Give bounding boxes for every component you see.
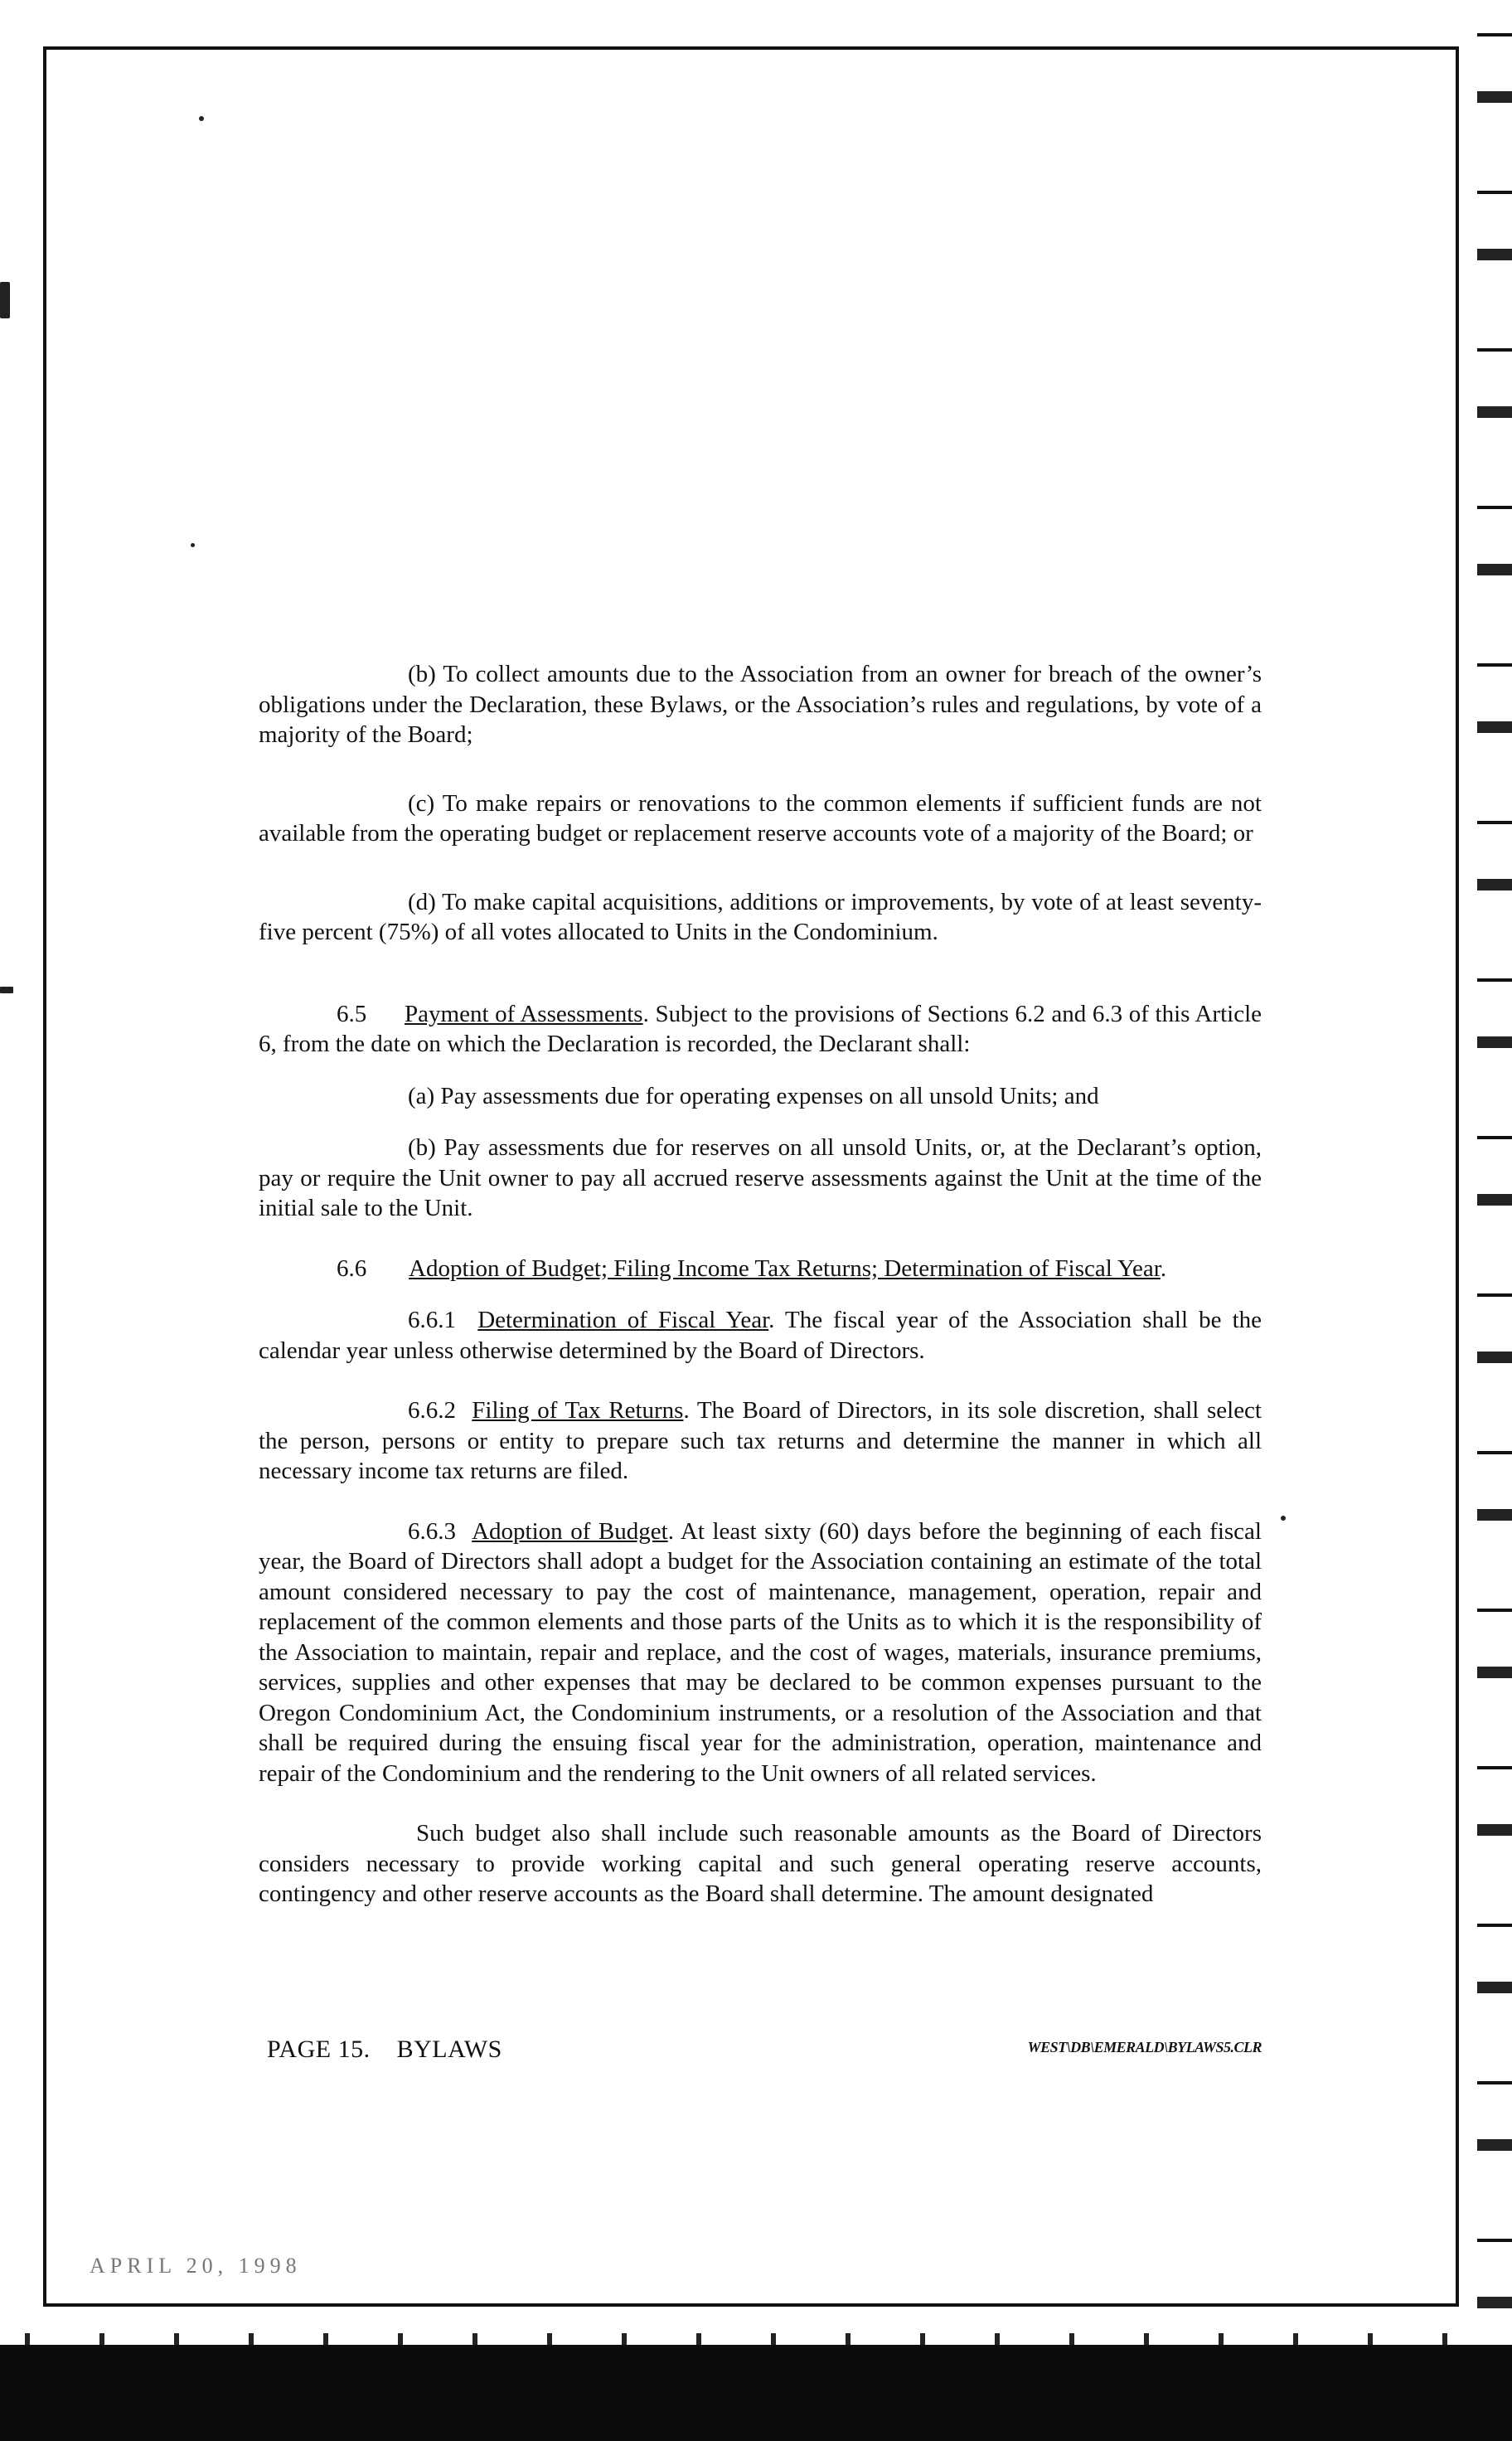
section-title-end: . — [1160, 1254, 1167, 1282]
section-number: 6.6.3 — [408, 1517, 456, 1545]
section-6-6-heading — [259, 1254, 1262, 1284]
file-path: WEST\DB\EMERALD\BYLAWS5.CLR — [1027, 2039, 1262, 2055]
scan-speck — [1281, 1516, 1286, 1521]
section-6-5-item-b: (b) Pay assessments due for reserves on all unsold Units, or, at the Declarant’s option, pay or require the Unit owner to pay all accrued reserve assessments against the Unit at the time of the initial sale to the Unit. — [259, 1134, 1262, 1221]
section-number: 6.6 — [337, 1254, 367, 1282]
document-body — [259, 659, 1262, 1910]
section-title: Adoption of Budget — [472, 1517, 668, 1545]
section-number: 6.6.2 — [408, 1397, 456, 1424]
scan-edge-bottom — [0, 2333, 1512, 2441]
section-6-6-1 — [259, 1305, 1262, 1366]
section-6-6-3 — [259, 1517, 1262, 1789]
scan-edge-right — [1477, 0, 1512, 2441]
paragraph-d-capital: (d) To make capital acquisitions, additions or improvements, by vote of at least seventy-five percent (75%) of all votes allocated to Units in the Condominium. — [259, 888, 1262, 945]
scan-speck — [0, 282, 10, 318]
section-6-6-2 — [259, 1395, 1262, 1487]
paragraph-b-collect: (b) To collect amounts due to the Association from an owner for breach of the owner’s obligations under the Declaration, these Bylaws, or the Association’s rules and regulations, by vote of a majority of the Board; — [259, 661, 1262, 748]
section-title: Determination of Fiscal Year — [477, 1307, 769, 1333]
paragraph-c-repairs: (c) To make repairs or renovations to the common elements if sufficient funds are not available from the operating budget or replacement reserve accounts vote of a majority of the Board; or — [259, 789, 1262, 847]
section-text: . At least sixty (60) days before the beginning of each fiscal year, the Board of Directors shall adopt a budget for the Association containing an estimate of the total amount considered necessary to pay the cost of maintenance, management, operation, repair and replacement of the common elements and those parts of the Units as to which it is the responsibility of the Association to maintain, repair and replace, and the cost of wages, materials, insurance premiums, services, supplies and other expenses that may be declared to be common expenses pursuant to the Oregon Condominium Act, the Condominium instruments, or a resolution of the Association and that shall be required during the ensuing fiscal year for the administration, operation, maintenance and repair of the Condominium and the rendering to the Unit owners of all related services. — [259, 1517, 1262, 1787]
section-text: . The fiscal year of the Association shall be the calendar year unless otherwise determined by the Board of Directors. — [259, 1307, 1262, 1364]
section-title: Filing of Tax Returns — [472, 1397, 684, 1424]
scan-speck — [199, 116, 204, 121]
scan-speck — [191, 543, 195, 547]
section-text: . Subject to the provisions of Sections 6.2 and 6.3 of this Article 6, from the date on which the Declaration is recorded, the Declarant shall: — [259, 1000, 1262, 1057]
page-footer — [267, 2036, 1262, 2069]
page-label: PAGE 15. — [267, 2036, 371, 2063]
section-title: Payment of Assessments — [405, 1000, 643, 1027]
section-text: . The Board of Directors, in its sole discretion, shall select the person, persons or entity to prepare such tax returns and determine the manner in which all necessary income tax returns are filed. — [259, 1397, 1262, 1484]
closing-paragraph: Such budget also shall include such reasonable amounts as the Board of Directors considers necessary to provide working capital and such general operating reserve accounts, contingency and other reserve accounts as the Board shall determine. The amount designated — [259, 1820, 1262, 1907]
section-title: Adoption of Budget; Filing Income Tax Returns; Determination of Fiscal Year — [409, 1254, 1161, 1282]
scan-speck — [0, 987, 13, 993]
section-6-5 — [259, 999, 1262, 1060]
date-stamp: APRIL 20, 1998 — [90, 2254, 302, 2278]
section-6-5-item-a: (a) Pay assessments due for operating expenses on all unsold Units; and — [408, 1082, 1099, 1109]
section-number: 6.5 — [337, 1000, 367, 1027]
footer-left — [267, 2036, 502, 2064]
section-number: 6.6.1 — [408, 1307, 456, 1333]
doc-label: BYLAWS — [396, 2036, 502, 2063]
